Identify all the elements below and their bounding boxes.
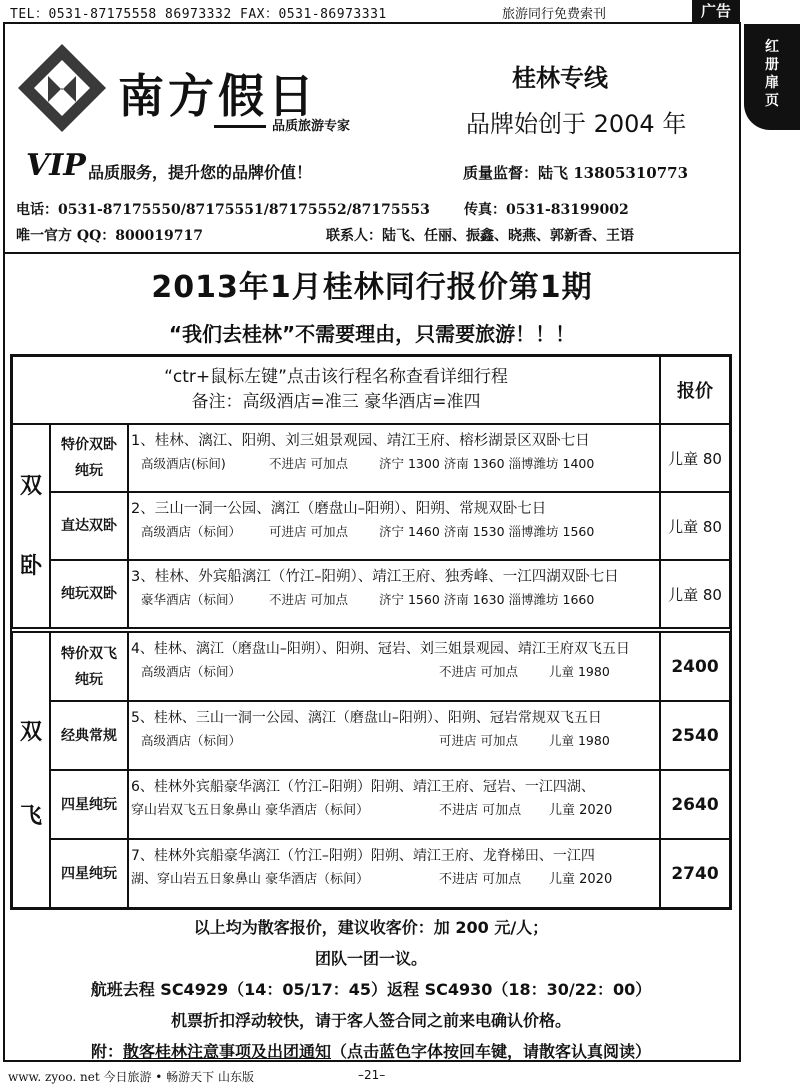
row-itinerary[interactable]: [128, 560, 660, 628]
hotel-level: 豪华酒店（标间）: [141, 592, 242, 607]
itinerary-link[interactable]: 7、桂林外宾船豪华漓江（竹江–阳朔）阳朔、靖江王府、龙脊梯田、一江四: [131, 848, 595, 864]
flight-info: 航班去程 SC4929（14：05/17：45）返程 SC4930（18：30/22：00）: [90, 980, 652, 999]
group-char: 双: [19, 474, 42, 499]
itinerary-link[interactable]: 1、桂林、漓江、阳朔、刘三姐景观园、靖江王府、榕杉湖景区双卧七日: [131, 433, 590, 449]
category-line: 特价双飞: [61, 645, 117, 662]
row-category: [50, 839, 128, 908]
child-price: 儿童 1980: [549, 664, 610, 679]
itinerary-link[interactable]: 3、桂林、外宾船漓江（竹江–阳朔）、靖江王府、独秀峰、一江四湖双卧七日: [131, 569, 619, 585]
notice-link[interactable]: 散客桂林注意事项及出团通知: [122, 1042, 331, 1061]
note-line: 机票折扣浮动较快，请于客人签合同之前来电确认价格。: [170, 1011, 571, 1030]
itinerary-continued: 湖、穿山岩五日象鼻山 豪华酒店（标间）: [131, 872, 370, 887]
hotel-level: 高级酒店（标间）: [141, 733, 242, 748]
quality-supervisor: 质量监督：陆飞 13805310773: [463, 164, 689, 182]
group-shuangfei: [12, 632, 50, 908]
itinerary-details: [131, 868, 655, 892]
page-subtitle: “我们去桂林”不需要理由，只需要旅游！！！: [168, 322, 576, 346]
row-price: 2640: [660, 770, 730, 839]
vip-text: 品质服务，提升您的品牌价值！: [88, 163, 313, 182]
row-category: [50, 632, 128, 701]
row-itinerary[interactable]: [128, 701, 660, 770]
row-itinerary[interactable]: [128, 492, 660, 560]
shopping-note: 可进店 可加点: [439, 733, 518, 748]
attachment-suffix: （点击蓝色字体按回车键，请散客认真阅读）: [331, 1042, 652, 1061]
line-title: 桂林专线: [512, 64, 608, 92]
category-line: 纯玩: [75, 671, 103, 688]
shopping-note: 不进店 可加点: [439, 664, 518, 679]
category-line: 纯玩双卧: [61, 586, 117, 602]
ad-label: 广告: [692, 0, 740, 22]
departure-prices: 济宁 1300 济南 1360 淄博潍坊 1400: [379, 456, 595, 471]
row-price: 2400: [660, 632, 730, 701]
official-qq: 唯一官方 QQ：800019717: [16, 228, 203, 244]
notes-block: [10, 912, 732, 1067]
side-tab-char: 页: [765, 93, 779, 109]
row-price: 2540: [660, 701, 730, 770]
shopping-note: 不进店 可加点: [439, 803, 522, 818]
group-shuangwo: [12, 424, 50, 628]
itinerary-link[interactable]: 5、桂林、三山一洞一公园、漓江（磨盘山–阳朔）、阳朔、冠岩常规双飞五日: [131, 710, 602, 726]
row-price: 儿童 80: [660, 492, 730, 560]
top-contact: TEL：0531-87175558 86973332 FAX：0531-86973331: [10, 7, 387, 22]
header-divider: [3, 252, 741, 254]
header-hotel-note: 备注：高级酒店=准三 豪华酒店=准四: [191, 392, 481, 412]
category-line: 特价双卧: [61, 437, 117, 453]
shopping-note: 不进店 可加点: [269, 456, 348, 471]
itinerary-details: [131, 661, 655, 683]
side-tab-char: 扉: [765, 75, 779, 91]
row-category: [50, 492, 128, 560]
brand-since: 品牌始创于 2004 年: [466, 110, 687, 138]
row-price: 2740: [660, 839, 730, 908]
phone-numbers: 电话：0531-87175550/87175551/87175552/87175553: [16, 202, 430, 218]
price-table: [10, 354, 732, 910]
itinerary-link[interactable]: 4、桂林、漓江（磨盘山–阳朔）、阳朔、冠岩、刘三姐景观园、靖江王府双飞五日: [131, 641, 630, 657]
side-tab: [744, 24, 800, 130]
itinerary-link[interactable]: 6、桂林外宾船豪华漓江（竹江–阳朔）阳朔、靖江王府、冠岩、一江四湖、: [131, 779, 595, 795]
vip-mark: VIP: [26, 148, 86, 183]
page-number: –21–: [358, 1068, 386, 1082]
fax-number: 传真：0531-83199002: [464, 202, 629, 218]
brand-name: 南方假日: [118, 69, 318, 123]
table-header-price: 报价: [660, 356, 730, 424]
row-itinerary[interactable]: [128, 632, 660, 701]
attachment-prefix: 附：: [90, 1042, 123, 1061]
category-line: 经典常规: [61, 727, 117, 744]
side-tab-char: 册: [765, 57, 779, 73]
row-price: 儿童 80: [660, 424, 730, 492]
logo-icon: [14, 40, 110, 136]
top-slogan: 旅游同行免费索刊: [502, 7, 607, 22]
category-line: 直达双卧: [61, 518, 117, 534]
child-price: 儿童 1980: [549, 733, 610, 748]
footer: [0, 1066, 800, 1086]
category-line: 纯玩: [75, 463, 103, 479]
hotel-level: 高级酒店（标间）: [141, 524, 242, 539]
category-line: 四星纯玩: [61, 796, 117, 813]
itinerary-link[interactable]: 2、三山一洞一公园、漓江（磨盘山–阳朔）、阳朔、常规双卧七日: [131, 501, 547, 517]
hotel-level: 高级酒店(标间): [141, 456, 226, 471]
departure-prices: 济宁 1560 济南 1630 淄博潍坊 1660: [379, 592, 595, 607]
note-line: 以上均为散客报价，建议收客价：加 200 元/人；: [193, 918, 549, 937]
table-header-info: [12, 356, 660, 424]
itinerary-continued: 穿山岩双飞五日象鼻山 豪华酒店（标间）: [131, 803, 370, 818]
contact-persons: 联系人：陆飞、任丽、振鑫、晓燕、郭新香、王语: [326, 228, 634, 244]
top-bar: [0, 0, 800, 22]
row-price: 儿童 80: [660, 560, 730, 628]
category-line: 四星纯玩: [61, 865, 117, 882]
itinerary-details: [131, 453, 655, 475]
hotel-level: 高级酒店（标间）: [141, 664, 242, 679]
group-char: 卧: [19, 554, 42, 579]
row-category: [50, 424, 128, 492]
itinerary-details: [131, 589, 655, 611]
row-itinerary[interactable]: [128, 839, 660, 908]
shopping-note: 可进店 可加点: [269, 524, 348, 539]
row-category: [50, 701, 128, 770]
shopping-note: 不进店 可加点: [439, 872, 522, 887]
child-price: 儿童 2020: [549, 872, 613, 887]
page-title: 2013年1月桂林同行报价第1期: [151, 270, 593, 305]
footer-site: www. zyoo. net 今日旅游 • 畅游天下 山东版: [8, 1070, 254, 1084]
row-category: [50, 560, 128, 628]
row-category: [50, 770, 128, 839]
attachment-line: [10, 1036, 732, 1067]
brand-tagline: 品质旅游专家: [214, 115, 350, 134]
departure-prices: 济宁 1460 济南 1530 淄博潍坊 1560: [379, 524, 595, 539]
note-line: 团队一团一议。: [314, 949, 427, 968]
itinerary-details: [131, 521, 655, 543]
group-char: 双: [19, 720, 42, 745]
group-char: 飞: [19, 804, 42, 829]
side-tab-char: 红: [765, 39, 779, 55]
child-price: 儿童 2020: [549, 803, 613, 818]
itinerary-details: [131, 730, 655, 752]
row-itinerary[interactable]: [128, 770, 660, 839]
row-itinerary[interactable]: [128, 424, 660, 492]
itinerary-details: [131, 799, 655, 823]
header-instruction: “ctr+鼠标左键”点击该行程名称查看详细行程: [164, 367, 508, 387]
shopping-note: 不进店 可加点: [269, 592, 348, 607]
